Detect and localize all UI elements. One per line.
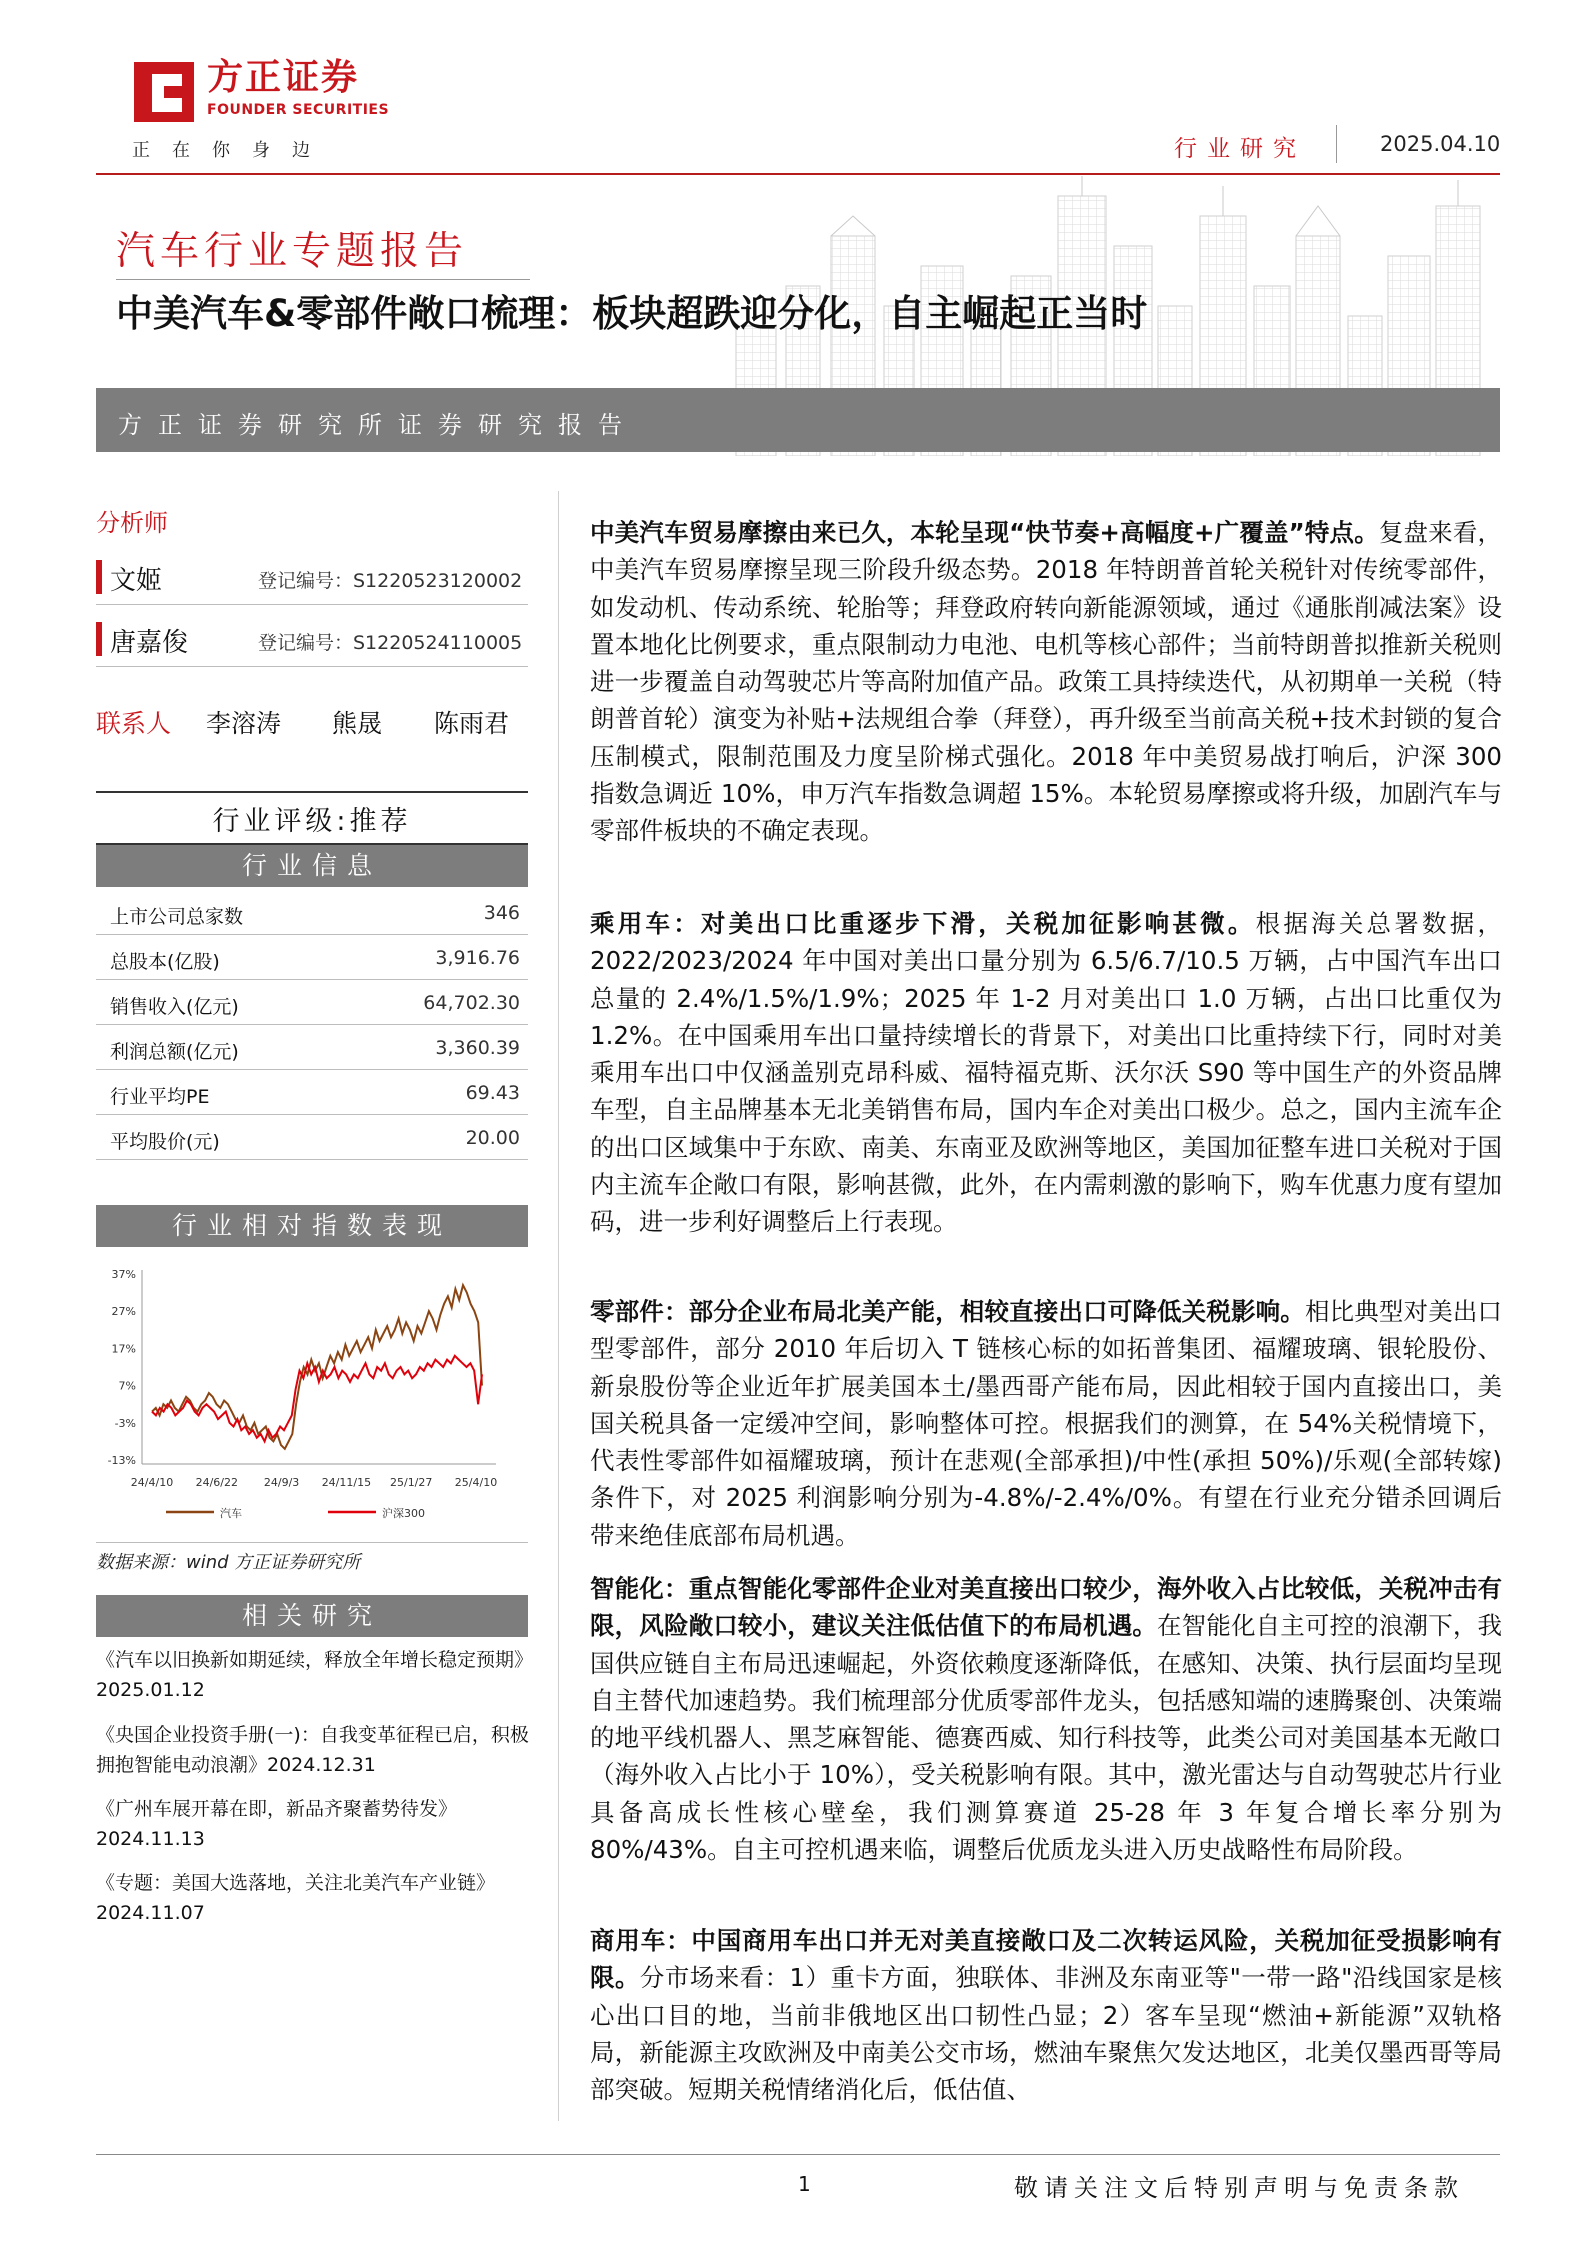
analyst-row [96, 548, 528, 605]
report-date: 2025.04.10 [1380, 132, 1501, 156]
x-tick-label: 24/4/10 [130, 1476, 174, 1489]
info-label: 平均股价(元) [110, 1131, 220, 1153]
y-tick-label: -3% [114, 1416, 136, 1430]
x-tick-label: 24/6/22 [195, 1476, 239, 1489]
analyst-name: 文姬 [110, 566, 163, 596]
paragraph-text: 在智能化自主可控的浪潮下，我国供应链自主布局迅速崛起，外资依赖度逐渐降低，在感知、决策、执行层面均呈现自主替代加速趋势。我们梳理部分优质零部件龙头，包括感知端的速腾聚创、决策端的地平线机器人、黑芝麻智能、德赛西威、知行科技等，此类公司对美国基本无敞口（海外收入占比小于 10%），受关税影响有限。其中，激光雷达与自动驾驶芯片行业具备高成长性核心壁垒，我们测算赛道 25-28 年 3 年复合增长率分别为 80%/43%。自主可控机遇来临，调整后优质龙头进入历史战略性布局阶段。 [590, 1611, 1503, 1865]
analyst-marker [96, 622, 102, 656]
y-tick-label: 7% [118, 1379, 136, 1393]
info-row [96, 1070, 528, 1115]
industry-rating: 行业评级:推荐 [212, 806, 412, 837]
paragraph-text: 相比典型对美出口型零部件，部分 2010 年后切入 T 链核心标的如拓普集团、福耀玻璃、银轮股份、新泉股份等企业近年扩展美国本土/墨西哥产能布局，因此相较于国内直接出口，美国关税具备一定缓冲空间，影响整体可控。根据我们的测算，在 54%关税情境下，代表性零部件如福耀玻璃，预计在悲观(全部承担)/中性(承担 50%)/乐观(全部转嫁)条件下，对 2025 利润影响分别为-4.8%/-2.4%/0%。有望在行业充分错杀回调后带来绝佳底部布局机遇。 [590, 1297, 1503, 1550]
contact-name: 陈雨君 [434, 709, 510, 738]
logo-text-cn: 方正证券 [207, 57, 360, 98]
related-research-item[interactable]: 《广州车展开幕在即，新品齐聚蓄势待发》2024.11.13 [96, 1798, 458, 1850]
info-value: 346 [483, 902, 520, 924]
info-row [96, 980, 528, 1025]
chart-source: 数据来源：wind 方正证券研究所 [96, 1552, 361, 1573]
info-value: 64,702.30 [423, 992, 520, 1014]
y-tick-label: 27% [111, 1305, 136, 1319]
logo-text-en: FOUNDER SECURITIES [207, 102, 390, 118]
legend-label: 沪深300 [382, 1507, 425, 1520]
paragraph-lead: 商用车：中国商用车出口并无对美直接敞口及二次转运风险，关税加征受损影响有限。 [590, 1926, 1502, 1993]
footer-rule [96, 2154, 1500, 2155]
analyst-marker [96, 560, 102, 594]
summary-paragraph-intelligence [590, 1570, 1502, 1868]
report-title: 中美汽车&零部件敞口梳理：板块超跌迎分化，自主崛起正当时 [116, 292, 1148, 335]
paragraph-lead: 零部件：部分企业布局北美产能，相较直接出口可降低关税影响。 [590, 1297, 1305, 1326]
info-row [96, 890, 528, 935]
summary-paragraph-trade-friction [590, 514, 1502, 850]
contact-name: 李溶涛 [206, 709, 282, 738]
column-divider [558, 491, 559, 2121]
chart-canvas [96, 1250, 528, 1542]
disclaimer-link[interactable]: 敬请关注文后特别声明与免责条款 [1014, 2174, 1464, 2202]
relative-index-chart [96, 1250, 528, 1543]
y-tick-label: 17% [111, 1342, 136, 1356]
report-type: 行业研究 [1174, 136, 1306, 162]
paragraph-text: 根据海关总署数据，2022/2023/2024 年中国对美出口量分别为 6.5/6.7/10.5 万辆，占中国汽车出口总量的 2.4%/1.5%/1.9%；2025 年 1-2 月对美出口 1.0 万辆，占出口比重仅为 1.2%。在中国乘用车出口量持续增长的背景下，对美出口比重持续下行，同时对美乘用车出口中仅涵盖别克昂科威、福特福克斯、沃尔沃 S90 等中国生产的外资品牌车型，自主品牌基本无北美销售布局，国内车企对美出口极少。总之，国内主流车企的出口区域集中于东欧、南美、东南亚及欧洲等地区，美国加征整车进口关税对于国内主流车企敞口有限，影响甚微，此外，在内需刺激的影响下，购车优惠力度有望加码，进一步利好调整后上行表现。 [590, 909, 1502, 1237]
info-row [96, 935, 528, 980]
related-research-heading: 相关研究 [96, 1595, 528, 1637]
slogan: 正在你身边 [132, 140, 332, 161]
paragraph-lead: 智能化：重点智能化零部件企业对美直接出口较少，海外收入占比较低，关税冲击有限，风险敞口较小，建议关注低估值下的布局机遇。 [590, 1574, 1502, 1641]
paragraph-lead: 乘用车：对美出口比重逐步下滑，关税加征影响甚微。 [590, 909, 1256, 938]
contact-label: 联系人 [96, 709, 172, 738]
page-number: 1 [798, 2172, 811, 2196]
info-value: 3,360.39 [435, 1037, 520, 1059]
related-research-item[interactable]: 《央国企业投资手册(一)：自我变革征程已启，积极拥抱智能电动浪潮》2024.12.31 [96, 1724, 529, 1776]
info-label: 利润总额(亿元) [110, 1041, 239, 1063]
x-tick-label: 24/9/3 [263, 1476, 300, 1489]
header-rule [96, 173, 1500, 175]
info-label: 总股本(亿股) [110, 951, 220, 973]
industry-info-heading: 行业信息 [96, 845, 528, 887]
info-value: 20.00 [465, 1127, 520, 1149]
paragraph-lead: 中美汽车贸易摩擦由来已久，本轮呈现“快节奏+高幅度+广覆盖”特点。 [590, 518, 1379, 547]
analyst-registration-id: 登记编号：S1220523120002 [258, 570, 523, 592]
paragraph-text: 分市场来看：1）重卡方面，独联体、非洲及东南亚等"一带一路"沿线国家是核心出口目的地，当前非俄地区出口韧性凸显；2）客车呈现“燃油+新能源”双轨格局，新能源主攻欧洲及中南美公交市场，燃油车聚焦欠发达地区，北美仅墨西哥等局部突破。短期关税情绪消化后，低估值、 [590, 1963, 1503, 2105]
paragraph-text: 复盘来看，中美汽车贸易摩擦呈现三阶段升级态势。2018 年特朗普首轮关税针对传统零部件，如发动机、传动系统、轮胎等；拜登政府转向新能源领域，通过《通胀削减法案》设置本地化比例要求，重点限制动力电池、电机等核心部件；当前特朗普拟推新关税则进一步覆盖自动驾驶芯片等高附加值产品。政策工具持续迭代，从初期单一关税（特朗普首轮）演变为补贴+法规组合拳（拜登），再升级至当前高关税+技术封锁的复合压制模式，限制范围及力度呈阶梯式强化。2018 年中美贸易战打响后，沪深 300 指数急调近 10%，申万汽车指数急调超 15%。本轮贸易摩擦或将升级，加剧汽车与零部件板块的不确定表现。 [590, 518, 1502, 846]
info-row [96, 1115, 528, 1160]
info-label: 行业平均PE [110, 1086, 210, 1108]
info-value: 69.43 [465, 1082, 520, 1104]
y-tick-label: -13% [107, 1454, 136, 1467]
x-tick-label: 25/1/27 [389, 1476, 433, 1489]
legend-label: 汽车 [220, 1507, 242, 1520]
summary-paragraph-components [590, 1293, 1502, 1554]
category-title: 汽车行业专题报告 [116, 229, 469, 274]
related-research-item[interactable]: 《汽车以旧换新如期延续，释放全年增长稳定预期》2025.01.12 [96, 1649, 524, 1701]
analyst-registration-id: 登记编号：S1220524110005 [258, 632, 523, 654]
info-label: 上市公司总家数 [110, 906, 244, 928]
relative-index-heading: 行业相对指数表现 [96, 1205, 528, 1247]
analyst-label: 分析师 [96, 509, 168, 537]
header-separator [1336, 125, 1337, 163]
category-underline [116, 279, 530, 280]
analyst-row [96, 610, 528, 667]
summary-paragraph-passenger-cars [590, 905, 1502, 1241]
x-tick-label: 24/11/15 [321, 1476, 372, 1489]
info-value: 3,916.76 [435, 947, 520, 969]
info-label: 销售收入(亿元) [110, 996, 239, 1018]
founder-logo-icon [132, 60, 196, 124]
info-row [96, 1025, 528, 1070]
summary-paragraph-commercial-vehicles [590, 1922, 1502, 2108]
y-tick-label: 37% [111, 1268, 136, 1281]
related-research-item[interactable]: 《专题：美国大选落地，关注北美汽车产业链》2024.11.07 [96, 1872, 496, 1924]
analyst-name: 唐嘉俊 [110, 628, 189, 658]
contact-name: 熊晟 [332, 709, 383, 738]
x-tick-label: 25/4/10 [454, 1476, 498, 1489]
institute-label: 方正证券研究所证券研究报告 [118, 411, 638, 439]
